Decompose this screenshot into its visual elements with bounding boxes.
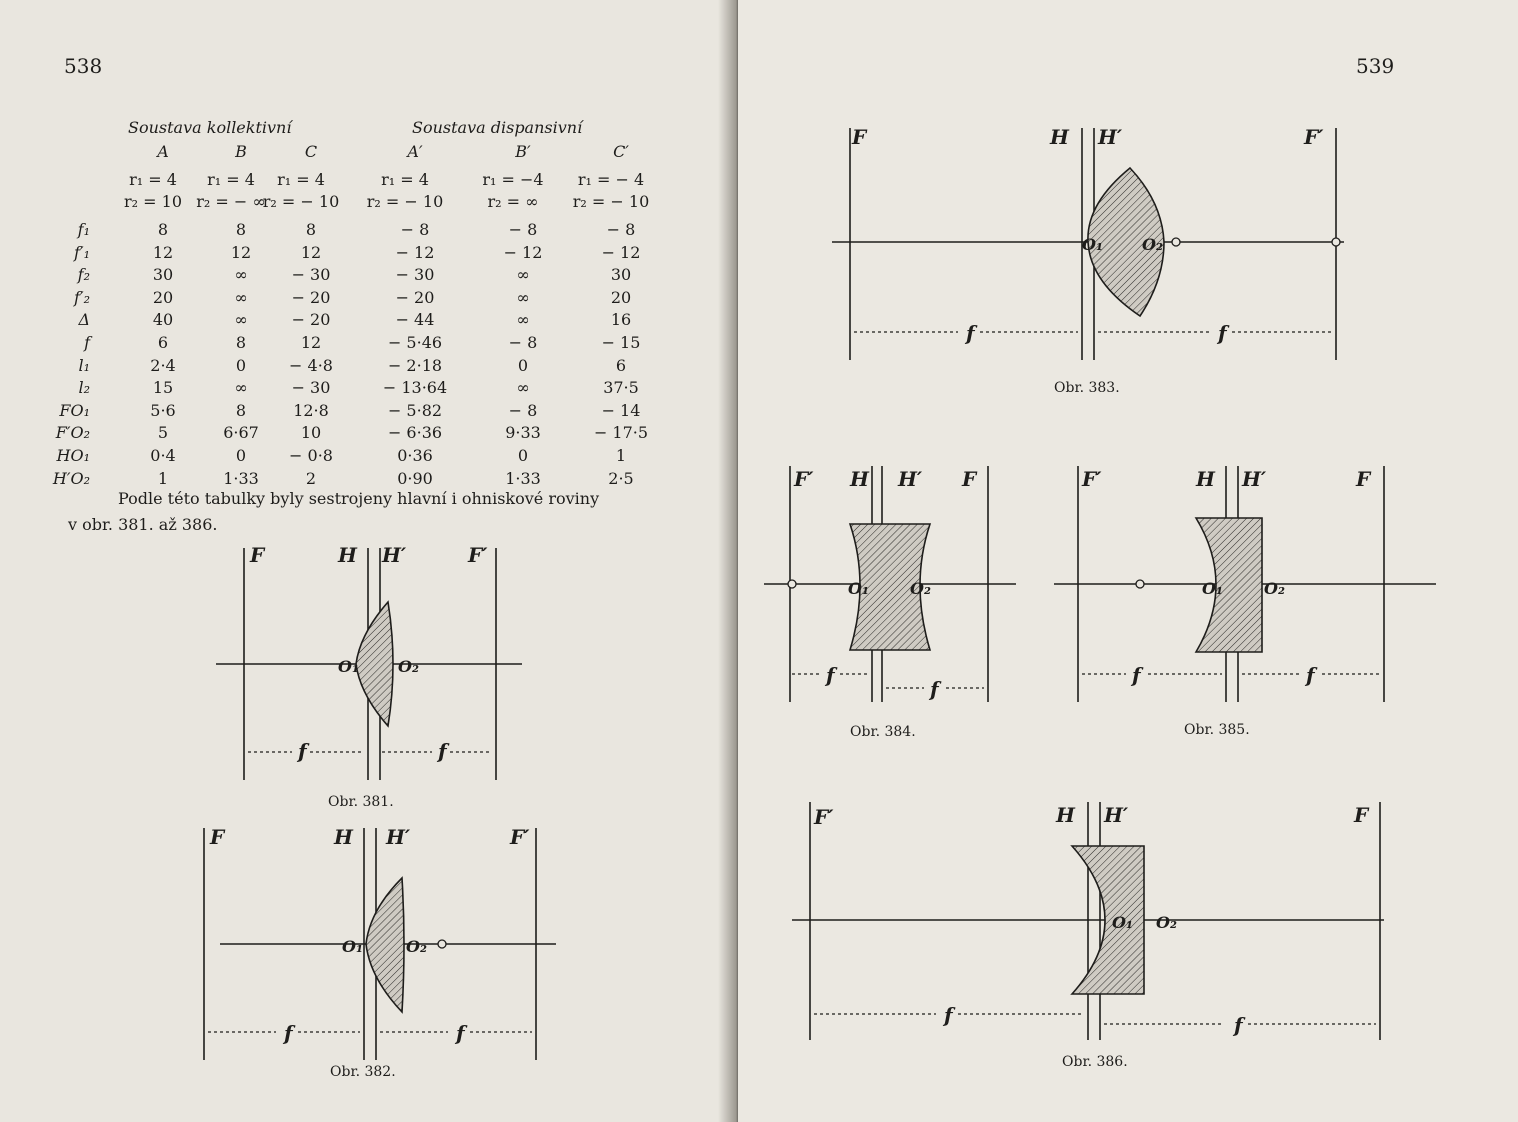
table-cell: − 20 (395, 287, 435, 307)
caption-383: Obr. 383. (1054, 380, 1120, 396)
caption-381: Obr. 381. (328, 794, 394, 810)
radius-cell: r₁ = 4 (381, 170, 429, 189)
table-cell: 5·6 (150, 400, 176, 420)
table-cell: 1 (615, 446, 627, 465)
table-cell: − 2·18 (387, 355, 443, 375)
table-cell: − 20 (291, 310, 331, 330)
table-cell: − 20 (291, 287, 331, 307)
table-cell: 12·8 (293, 400, 329, 420)
right-page (738, 0, 1518, 1122)
paragraph-line-1: Podle této tabulky byly sestrojeny hlavní i ohniskové roviny (118, 489, 600, 508)
label-f-right: f (1234, 1013, 1243, 1037)
label-F-prime: F′ (1304, 125, 1324, 149)
figure-385 (1050, 460, 1450, 710)
table-cell: 16 (610, 310, 632, 330)
label-F: F (250, 543, 265, 567)
label-F: F (1356, 467, 1371, 491)
row-label: l₁ (78, 355, 90, 375)
table-cell: ∞ (516, 287, 530, 307)
row-label: f (84, 333, 90, 352)
table-cell: − 17·5 (593, 423, 649, 443)
lens-shape (356, 602, 393, 726)
table-cell: 2·5 (608, 468, 634, 488)
table-cell: − 8 (508, 333, 538, 352)
table-cell: − 8 (508, 220, 538, 239)
label-H: H (1056, 803, 1075, 827)
radius-cell: r₂ = − ∞ (196, 192, 266, 211)
column-header: B′ (515, 142, 531, 161)
table-cell: 5 (157, 423, 169, 443)
label-F-prime: F′ (510, 825, 530, 849)
table-cell: ∞ (234, 287, 248, 307)
radius-cell: r₁ = 4 (207, 170, 255, 189)
table-cell: 9·33 (505, 423, 541, 443)
label-O1: O₁ (1202, 579, 1223, 598)
paragraph-line-2: v obr. 381. až 386. (68, 515, 218, 534)
label-O2: O₂ (1156, 913, 1177, 932)
table-cell: 1 (157, 468, 169, 488)
table-cell: ∞ (516, 265, 530, 285)
table-cell: 15 (152, 378, 174, 398)
label-H-prime: H′ (386, 825, 411, 849)
label-O1: O₁ (1082, 235, 1103, 254)
table-cell: 8 (235, 400, 247, 420)
table-cell: 8 (235, 220, 247, 239)
table-cell: 8 (235, 333, 247, 352)
label-f-left: f (826, 663, 835, 687)
page-number: 539 (1356, 54, 1395, 78)
radius-cell: r₁ = 4 (277, 170, 325, 189)
table-cell: 0 (235, 446, 247, 465)
figure-382 (180, 820, 570, 1065)
group-collective-heading: Soustava kollektivní (128, 118, 292, 137)
paragraph (68, 486, 670, 538)
label-O1: O₁ (1112, 913, 1133, 932)
row-label: f′₁ (74, 242, 90, 262)
table-cell: ∞ (516, 378, 530, 398)
figure-383 (828, 120, 1358, 370)
table-cell: 30 (152, 265, 174, 285)
table-cell: − 14 (601, 400, 641, 420)
label-F-prime: F′ (468, 543, 488, 567)
label-f-right: f (456, 1021, 465, 1045)
radius-cell: r₁ = − 4 (577, 170, 645, 189)
table-cell: 0 (235, 355, 247, 375)
table-cell: 40 (152, 310, 174, 330)
row-label: HO₁ (56, 446, 90, 465)
page-number: 538 (64, 54, 103, 78)
table-cell: 2·4 (150, 355, 176, 375)
table-cell: 1·33 (505, 468, 541, 488)
table-cell: 2 (305, 468, 317, 488)
column-header: C (304, 142, 318, 161)
label-H-prime: H′ (1098, 125, 1123, 149)
label-H-prime: H′ (1104, 803, 1129, 827)
row-label: l₂ (78, 378, 90, 398)
figure-386 (788, 796, 1388, 1046)
lens-shape (366, 878, 404, 1012)
label-f-left: f (298, 739, 307, 763)
table-cell: − 30 (291, 378, 331, 398)
table-cell: − 8 (400, 220, 430, 239)
label-H-prime: H′ (898, 467, 923, 491)
table-cell: ∞ (234, 378, 248, 398)
table-cell: 10 (300, 423, 322, 443)
table-cell: − 30 (395, 265, 435, 285)
row-label: f₁ (77, 220, 90, 239)
label-O2: O₂ (910, 579, 931, 598)
row-label: Δ (78, 310, 90, 330)
label-H: H (1196, 467, 1215, 491)
label-f-right: f (1306, 663, 1315, 687)
caption-384: Obr. 384. (850, 724, 916, 740)
table-cell: 0 (517, 355, 529, 375)
table-cell: − 6·36 (387, 423, 443, 443)
table-cell: − 4·8 (289, 355, 333, 375)
label-H-prime: H′ (382, 543, 407, 567)
table-cell: − 12 (395, 242, 435, 262)
table-cell: 12 (230, 242, 252, 262)
label-f-left: f (944, 1003, 953, 1027)
table-cell: 6 (615, 355, 627, 375)
left-page (0, 0, 738, 1122)
table-cell: 6·67 (223, 423, 259, 443)
label-F: F (210, 825, 225, 849)
table-cell: − 30 (291, 265, 331, 285)
label-O2: O₂ (406, 937, 427, 956)
radius-cell: r₂ = 10 (124, 192, 182, 211)
table-cell: − 15 (601, 333, 641, 352)
table-cell: 20 (610, 287, 632, 307)
table-cell: − 8 (606, 220, 636, 239)
table-cell: − 5·82 (387, 400, 443, 420)
table-cell: 6 (157, 333, 169, 352)
label-O2: O₂ (1264, 579, 1285, 598)
column-header: C′ (613, 142, 629, 161)
radius-cell: r₂ = − 10 (366, 192, 444, 211)
table-cell: − 13·64 (382, 378, 448, 398)
caption-382: Obr. 382. (330, 1064, 396, 1080)
table-cell: − 0·8 (289, 446, 333, 465)
label-O1: O₁ (338, 657, 359, 676)
figure-381 (210, 540, 530, 790)
label-O2: O₂ (1142, 235, 1163, 254)
column-header: B (235, 142, 247, 161)
label-F: F (1354, 803, 1369, 827)
table-cell: 30 (610, 265, 632, 285)
table-cell: − 12 (601, 242, 641, 262)
radius-cell: r₁ = −4 (482, 170, 544, 189)
row-label: f₂ (77, 265, 90, 285)
column-header: A′ (407, 142, 423, 161)
table-cell: 0·4 (150, 446, 176, 465)
label-H: H (850, 467, 869, 491)
table-cell: 8 (305, 220, 317, 239)
radius-cell: r₂ = ∞ (487, 192, 539, 211)
label-H: H (334, 825, 353, 849)
label-O1: O₁ (848, 579, 869, 598)
table-cell: ∞ (234, 265, 248, 285)
label-f-left: f (284, 1021, 293, 1045)
label-F-prime: F′ (814, 805, 834, 829)
table-cell: − 12 (503, 242, 543, 262)
row-label: F′O₂ (55, 423, 90, 443)
column-header: A (157, 142, 169, 161)
table-cell: − 8 (508, 400, 538, 420)
label-O2: O₂ (398, 657, 419, 676)
caption-386: Obr. 386. (1062, 1054, 1128, 1070)
label-F: F (962, 467, 977, 491)
label-O1: O₁ (342, 937, 363, 956)
table-cell: ∞ (234, 310, 248, 330)
table-cell: ∞ (516, 310, 530, 330)
row-label: FO₁ (59, 400, 90, 420)
caption-385: Obr. 385. (1184, 722, 1250, 738)
table-cell: 0·36 (397, 446, 433, 465)
table-cell: 12 (300, 333, 322, 352)
label-H-prime: H′ (1242, 467, 1267, 491)
table-cell: 20 (152, 287, 174, 307)
label-F-prime: F′ (794, 467, 814, 491)
radius-cell: r₁ = 4 (129, 170, 177, 189)
label-f-right: f (930, 677, 939, 701)
table-cell: 12 (300, 242, 322, 262)
table-cell: 12 (152, 242, 174, 262)
row-label: H′O₂ (52, 468, 90, 488)
table-cell: 0 (517, 446, 529, 465)
label-f-left: f (1132, 663, 1141, 687)
table-cell: 1·33 (223, 468, 259, 488)
label-f-right: f (438, 739, 447, 763)
radius-cell: r₂ = − 10 (262, 192, 340, 211)
label-H: H (1050, 125, 1069, 149)
group-dispersive-heading: Soustava dispansivní (412, 118, 583, 137)
label-f-left: f (966, 321, 975, 345)
label-H: H (338, 543, 357, 567)
label-f-right: f (1218, 321, 1227, 345)
row-label: f′₂ (74, 287, 90, 307)
label-F: F (852, 125, 867, 149)
label-F-prime: F′ (1082, 467, 1102, 491)
table-cell: 0·90 (397, 468, 433, 488)
radius-cell: r₂ = − 10 (572, 192, 650, 211)
figure-384 (762, 460, 1022, 710)
table-cell: 37·5 (603, 378, 639, 398)
table-cell: − 5·46 (387, 333, 443, 352)
table-cell: 8 (157, 220, 169, 239)
table-cell: − 44 (395, 310, 435, 330)
